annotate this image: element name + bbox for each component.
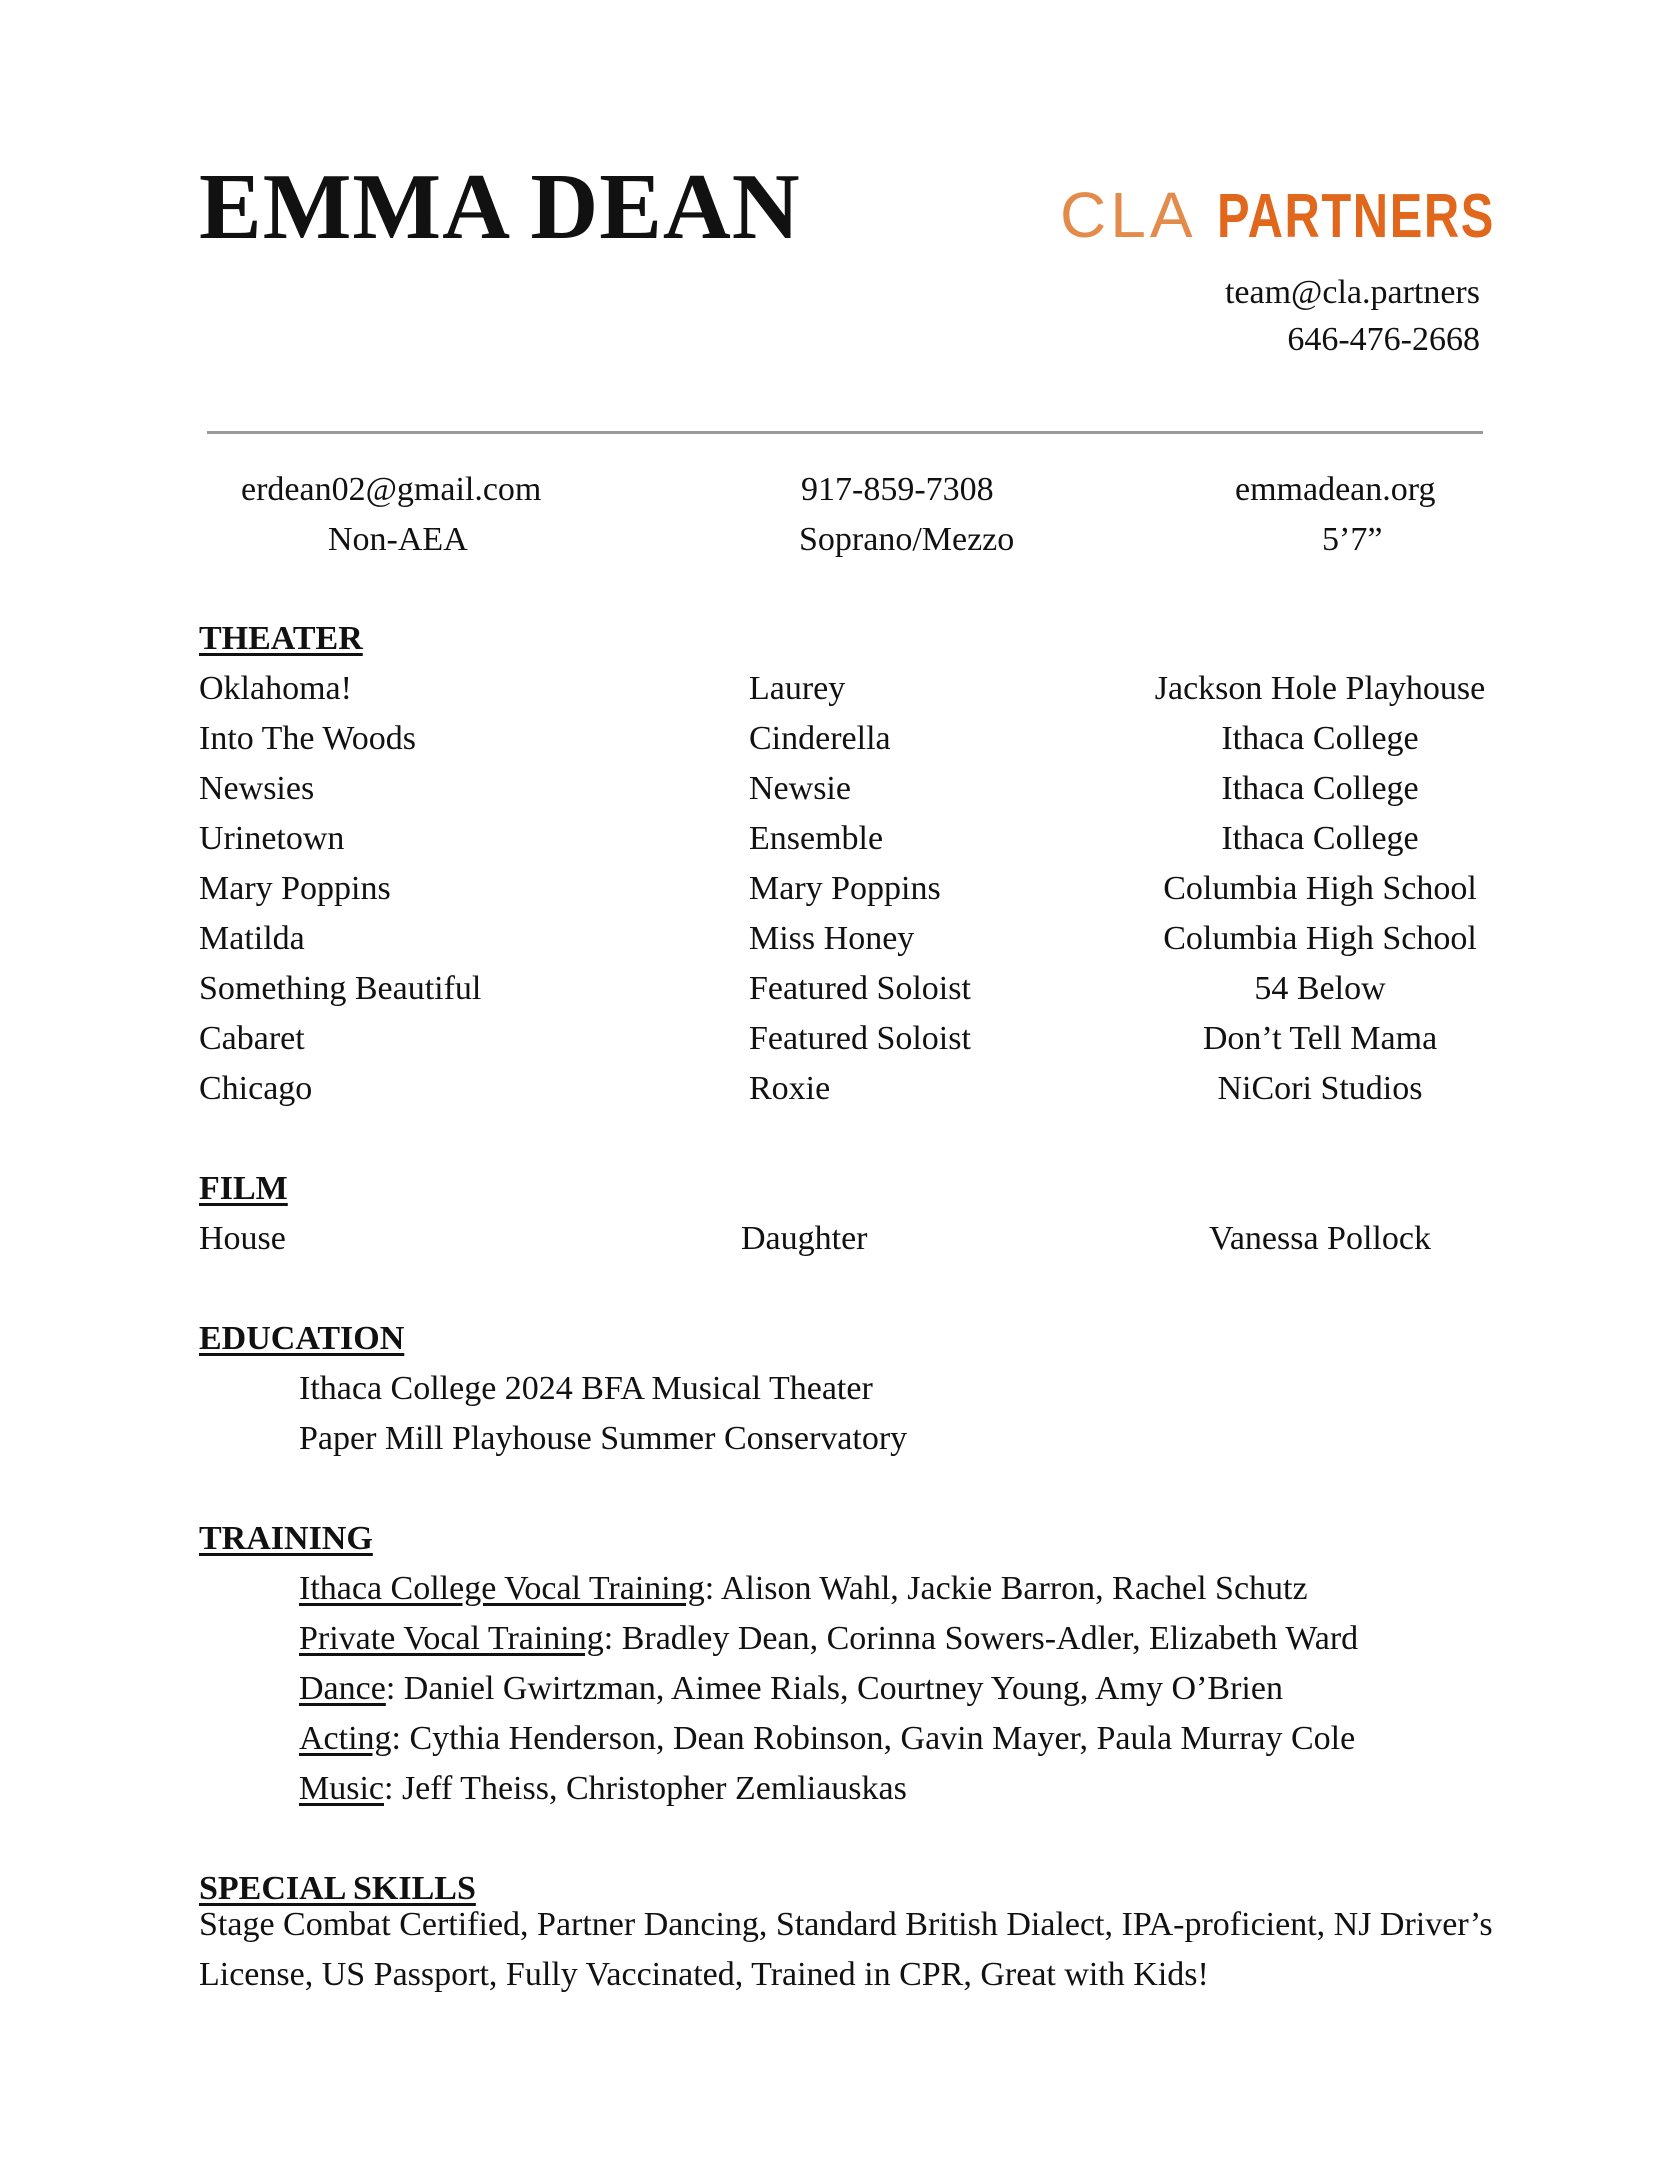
education-heading: EDUCATION — [199, 1320, 405, 1357]
show-title: Something Beautiful — [199, 970, 482, 1007]
role: Newsie — [749, 770, 851, 807]
training-item — [299, 1672, 1283, 1706]
agency-phone: 646-476-2668 — [1287, 321, 1480, 358]
training-item — [299, 1572, 1308, 1606]
role: Featured Soloist — [749, 1020, 971, 1057]
svg-text:CLA: CLA — [1060, 179, 1197, 251]
agency-email[interactable]: team@cla.partners — [1224, 274, 1480, 311]
show-title: Mary Poppins — [199, 870, 391, 907]
film-role: Daughter — [741, 1220, 868, 1257]
venue: Columbia High School — [1163, 870, 1477, 907]
training-item — [299, 1622, 1358, 1656]
performer-website[interactable]: emmadean.org — [1235, 471, 1436, 508]
theater-row — [0, 1072, 1669, 1122]
theater-row — [0, 922, 1669, 972]
theater-row — [0, 872, 1669, 922]
role: Laurey — [749, 670, 846, 707]
film-row — [0, 1222, 1669, 1272]
role: Miss Honey — [749, 920, 915, 957]
cla-partners-logo — [1060, 180, 1500, 250]
venue: Ithaca College — [1221, 770, 1419, 807]
show-title: Urinetown — [199, 820, 345, 857]
training-names: : Bradley Dean, Corinna Sowers-Adler, Elizabeth Ward — [603, 1620, 1359, 1657]
training-names: : Alison Wahl, Jackie Barron, Rachel Schutz — [704, 1570, 1308, 1607]
role: Featured Soloist — [749, 970, 971, 1007]
role: Mary Poppins — [749, 870, 941, 907]
education-item: Paper Mill Playhouse Summer Conservatory — [299, 1420, 908, 1457]
theater-row — [0, 772, 1669, 822]
film-director: Vanessa Pollock — [1209, 1220, 1431, 1257]
training-names: : Daniel Gwirtzman, Aimee Rials, Courtney Young, Amy O’Brien — [385, 1670, 1283, 1707]
show-title: Chicago — [199, 1070, 313, 1107]
show-title: Newsies — [199, 770, 315, 807]
venue: Ithaca College — [1221, 820, 1419, 857]
training-label: Dance — [299, 1670, 386, 1707]
theater-row — [0, 972, 1669, 1022]
venue: Columbia High School — [1163, 920, 1477, 957]
training-item — [299, 1722, 1355, 1756]
education-item: Ithaca College 2024 BFA Musical Theater — [299, 1370, 873, 1407]
venue: Ithaca College — [1221, 720, 1419, 757]
height: 5’7” — [1322, 521, 1383, 558]
venue: Don’t Tell Mama — [1202, 1020, 1438, 1057]
performer-name: EMMA DEAN — [199, 155, 801, 259]
union-status: Non-AEA — [328, 521, 468, 558]
film-title: House — [199, 1220, 286, 1257]
performer-email[interactable]: erdean02@gmail.com — [241, 471, 542, 508]
svg-text:PARTNERS: PARTNERS — [1217, 182, 1495, 251]
training-names: : Jeff Theiss, Christopher Zemliauskas — [384, 1770, 907, 1807]
show-title: Cabaret — [199, 1020, 305, 1057]
film-heading: FILM — [199, 1170, 288, 1207]
training-label: Music — [299, 1770, 384, 1807]
performer-phone: 917-859-7308 — [801, 471, 994, 508]
show-title: Matilda — [199, 920, 305, 957]
training-item — [299, 1772, 907, 1806]
role: Cinderella — [749, 720, 891, 757]
divider — [207, 431, 1483, 434]
theater-row — [0, 672, 1669, 722]
training-label: Ithaca College Vocal Training — [299, 1570, 705, 1607]
skills-text: Stage Combat Certified, Partner Dancing, Standard British Dialect, IPA-proficient, NJ Driver’s License, US Passport, Fully Vaccinated, Trained in CPR, Great with Kids! — [199, 1906, 1493, 1993]
training-heading: TRAINING — [199, 1520, 373, 1557]
venue: 54 Below — [1254, 970, 1386, 1007]
skills-heading: SPECIAL SKILLS — [199, 1870, 476, 1907]
theater-row — [0, 722, 1669, 772]
venue: NiCori Studios — [1217, 1070, 1423, 1107]
show-title: Into The Woods — [199, 720, 416, 757]
theater-heading: THEATER — [199, 620, 363, 657]
training-label: Acting — [299, 1720, 392, 1757]
venue: Jackson Hole Playhouse — [1154, 670, 1486, 707]
theater-row — [0, 822, 1669, 872]
training-names: : Cythia Henderson, Dean Robinson, Gavin Mayer, Paula Murray Cole — [391, 1720, 1356, 1757]
role: Roxie — [749, 1070, 831, 1107]
voice-type: Soprano/Mezzo — [799, 521, 1015, 558]
training-label: Private Vocal Training — [299, 1620, 604, 1657]
show-title: Oklahoma! — [199, 670, 352, 707]
role: Ensemble — [749, 820, 884, 857]
theater-row — [0, 1022, 1669, 1072]
